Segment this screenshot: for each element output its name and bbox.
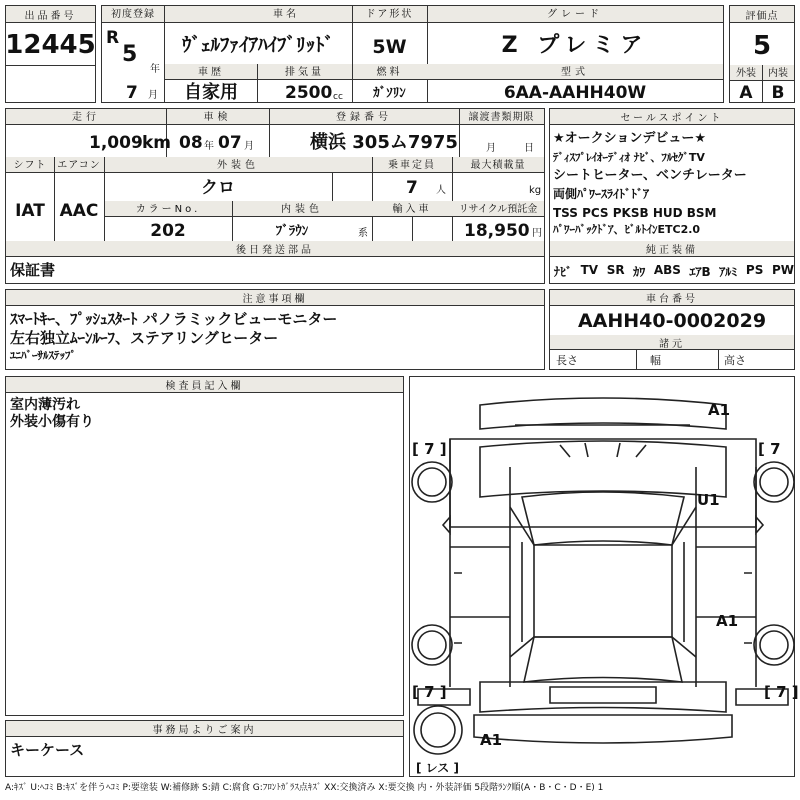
color-no: 202 xyxy=(150,220,186,241)
first-reg-month: 7 xyxy=(126,82,138,103)
color-label: 外装色 xyxy=(217,159,259,171)
displacement-label: 排気量 xyxy=(285,66,324,78)
equipment-item: PW xyxy=(771,263,794,277)
exterior-color: クロ xyxy=(201,177,235,198)
office-text: キーケース xyxy=(10,740,85,759)
interior-grade: B xyxy=(771,82,785,103)
a-pillars xyxy=(510,507,696,545)
damage-mark: A1 xyxy=(716,612,739,630)
ac-label: エアコン xyxy=(57,159,101,171)
lot-number-box xyxy=(5,5,96,103)
rear-window xyxy=(524,637,682,682)
sales-point-line: シートヒーター、ベンチレーター xyxy=(553,168,747,183)
inspector-line: 外装小傷有り xyxy=(10,414,94,430)
displacement-unit: cc xyxy=(333,91,343,102)
exterior-label: 外装 xyxy=(736,67,756,79)
vehicle-header-box xyxy=(101,5,724,103)
score: 5 xyxy=(752,31,772,61)
sales-point-line: ﾊﾟﾜｰﾊﾞｯｸﾄﾞｱ、ﾋﾞﾙﾄｲﾝETC2.0 xyxy=(553,223,701,236)
recycle-label: リサイクル預託金 xyxy=(458,203,538,215)
reg-number: 横浜 305ム7975 xyxy=(310,132,458,153)
first-reg-label: 初度登録 xyxy=(111,9,155,20)
ac: AAC xyxy=(59,200,99,221)
spec-label: 諸元 xyxy=(550,335,794,350)
legend: A:ｷｽﾞ U:ﾍｺﾐ B:ｷｽﾞを伴うﾍｺﾐ P:要塗装 W:補修跡 S:錆 C:腐食 G:ﾌﾛﾝﾄｶﾞﾗｽ点ｷｽﾞ XX:交換済み X:要交換 内・外装評価 5段階ﾗﾝｸ順(A・B・C・D・E) 1 xyxy=(5,782,604,793)
equipment-item: ｶﾜ xyxy=(633,265,646,279)
inspector-box xyxy=(5,376,404,716)
door-label: ドア形状 xyxy=(365,9,414,20)
exterior-grade: A xyxy=(739,82,753,103)
year-unit: 年 xyxy=(150,64,160,75)
width-label: 幅 xyxy=(650,353,661,367)
inspector-line: 室内薄汚れ xyxy=(10,397,80,413)
chassis-label: 車台番号 xyxy=(550,290,794,306)
fuel: ｶﾞｿﾘﾝ xyxy=(373,85,406,101)
load-unit: kg xyxy=(529,185,542,196)
capacity-unit: 人 xyxy=(436,185,446,196)
chassis-number: AAHH40-0002029 xyxy=(577,309,767,332)
fuel-label: 燃料 xyxy=(376,66,403,78)
equipment-label: 純正装備 xyxy=(550,241,794,257)
inspection-year: 08 xyxy=(179,132,203,153)
hood-inner xyxy=(480,441,726,497)
rear-plate xyxy=(550,687,656,703)
shift-label: シフト xyxy=(13,159,47,171)
sales-points-label: セールスポイント xyxy=(550,109,794,125)
sales-point-line: ﾃﾞｨｽﾌﾟﾚｲｵｰﾃﾞｨｵ ﾅﾋﾞ、ﾌﾙｾｸﾞTV xyxy=(553,151,705,164)
windshield xyxy=(522,492,684,545)
tire-mark: [ 7 ] xyxy=(412,440,447,458)
color-no-label: カラーNo. xyxy=(135,203,201,215)
door-handles xyxy=(454,573,752,643)
left-body xyxy=(450,467,510,687)
inspection-year-unit: 年 xyxy=(204,141,214,152)
damage-mark: U1 xyxy=(697,491,720,509)
equipment-list xyxy=(554,263,794,279)
inspector-label: 検査員記入欄 xyxy=(6,377,403,393)
sales-point-line: 両側ﾊﾟﾜｰｽﾗｲﾄﾞﾄﾞｱ xyxy=(553,186,650,201)
equipment-item: PS xyxy=(745,263,764,277)
interior-color-unit: 系 xyxy=(358,228,368,239)
equipment-item: TV xyxy=(580,263,599,277)
tire-mark: [ 7 xyxy=(758,440,781,458)
damage-mark: A1 xyxy=(708,401,731,419)
score-box xyxy=(729,5,795,103)
notes-box xyxy=(5,289,545,370)
notes-label: 注意事項欄 xyxy=(6,290,544,306)
later-parts-label: 後日発送部品 xyxy=(6,241,544,257)
displacement: 2500 xyxy=(285,82,333,103)
lot-number: 12445 xyxy=(5,30,96,60)
interior-color: ﾌﾞﾗｳﾝ xyxy=(275,223,309,239)
equipment-item: ABS xyxy=(653,263,681,277)
details-box xyxy=(5,108,545,284)
tire-mark: [ 7 ] xyxy=(764,683,799,701)
mileage-unit: km xyxy=(142,132,172,153)
delivery-month-unit: 月 xyxy=(486,143,496,154)
office-label: 事務局よりご案内 xyxy=(6,721,403,737)
note-line: ﾕﾆﾊﾞｰｻﾙｽﾃｯﾌﾟ xyxy=(10,349,76,362)
era: R xyxy=(106,27,120,48)
hood-outline xyxy=(450,439,756,527)
sales-points-box xyxy=(549,108,795,284)
import-label: 輸入車 xyxy=(392,203,432,215)
interior-label: 内装 xyxy=(768,67,788,79)
inspection-label: 車検 xyxy=(203,111,232,123)
door-type: 5W xyxy=(372,35,407,58)
reg-label: 登録番号 xyxy=(336,111,392,123)
sales-point-line: ★オークションデビュー★ xyxy=(553,131,707,146)
left-mirror xyxy=(443,517,450,533)
recycle-unit: 円 xyxy=(532,228,542,239)
car-name-label: 車名 xyxy=(273,9,299,20)
c-pillars xyxy=(510,637,696,657)
mileage-label: 走行 xyxy=(72,111,100,123)
chassis-box xyxy=(549,289,795,370)
inspection-month: 07 xyxy=(218,132,242,153)
model: 6AA-AAHH40W xyxy=(503,82,647,103)
rear-bumper xyxy=(474,715,732,743)
length-label: 長さ xyxy=(556,353,578,367)
note-line: 左右独立ﾑｰﾝﾙｰﾌ、ステアリングヒーター xyxy=(10,328,279,347)
equipment-item: ﾅﾋﾞ xyxy=(554,265,573,279)
history: 自家用 xyxy=(184,81,238,103)
interior-color-label: 内装色 xyxy=(281,203,323,215)
spare-tire-mark: [ レス ] xyxy=(416,761,459,775)
shift: IAT xyxy=(15,200,45,221)
first-reg-year: 5 xyxy=(122,42,138,67)
capacity: 7 xyxy=(406,177,418,198)
delivery-label: 譲渡書類期限 xyxy=(468,111,535,123)
delivery-day-unit: 日 xyxy=(524,143,534,154)
recycle: 18,950 xyxy=(464,220,530,241)
later-parts: 保証書 xyxy=(10,260,56,279)
capacity-label: 乗車定員 xyxy=(388,159,436,171)
hood-vents xyxy=(560,443,646,457)
score-label: 評価点 xyxy=(730,6,794,23)
model-label: 型式 xyxy=(561,66,589,78)
car-diagram-box xyxy=(409,376,799,777)
office-box xyxy=(5,720,404,777)
car-diagram xyxy=(410,377,796,778)
history-label: 車歴 xyxy=(198,66,224,78)
car-name: ｳﾞｪﾙﾌｧｲｱﾊｲﾌﾞﾘｯﾄﾞ xyxy=(181,33,334,56)
equipment-item: SR xyxy=(606,263,625,277)
sales-point-line: TSS PCS PKSB HUD BSM xyxy=(553,205,717,220)
lot-number-label: 出品番号 xyxy=(6,6,95,23)
damage-mark: A1 xyxy=(480,731,503,749)
height-label: 高さ xyxy=(724,353,746,367)
roof xyxy=(534,545,672,637)
tire-mark: [ 7 ] xyxy=(412,683,447,701)
grade-label: グレード xyxy=(547,9,603,20)
load-label: 最大積載量 xyxy=(470,159,526,171)
inspection-month-unit: 月 xyxy=(244,141,254,152)
note-line: ｽﾏｰﾄｷｰ、ﾌﾟｯｼｭｽﾀｰﾄ パノラミックビューモニター xyxy=(10,309,338,328)
right-mirror xyxy=(756,517,763,533)
equipment-item: ｴｱB xyxy=(689,265,711,279)
equipment-item: ｱﾙﾐ xyxy=(719,265,738,279)
mileage: 1,009 xyxy=(89,132,143,153)
grade: Z プレミア xyxy=(501,33,649,58)
month-unit: 月 xyxy=(148,90,158,101)
